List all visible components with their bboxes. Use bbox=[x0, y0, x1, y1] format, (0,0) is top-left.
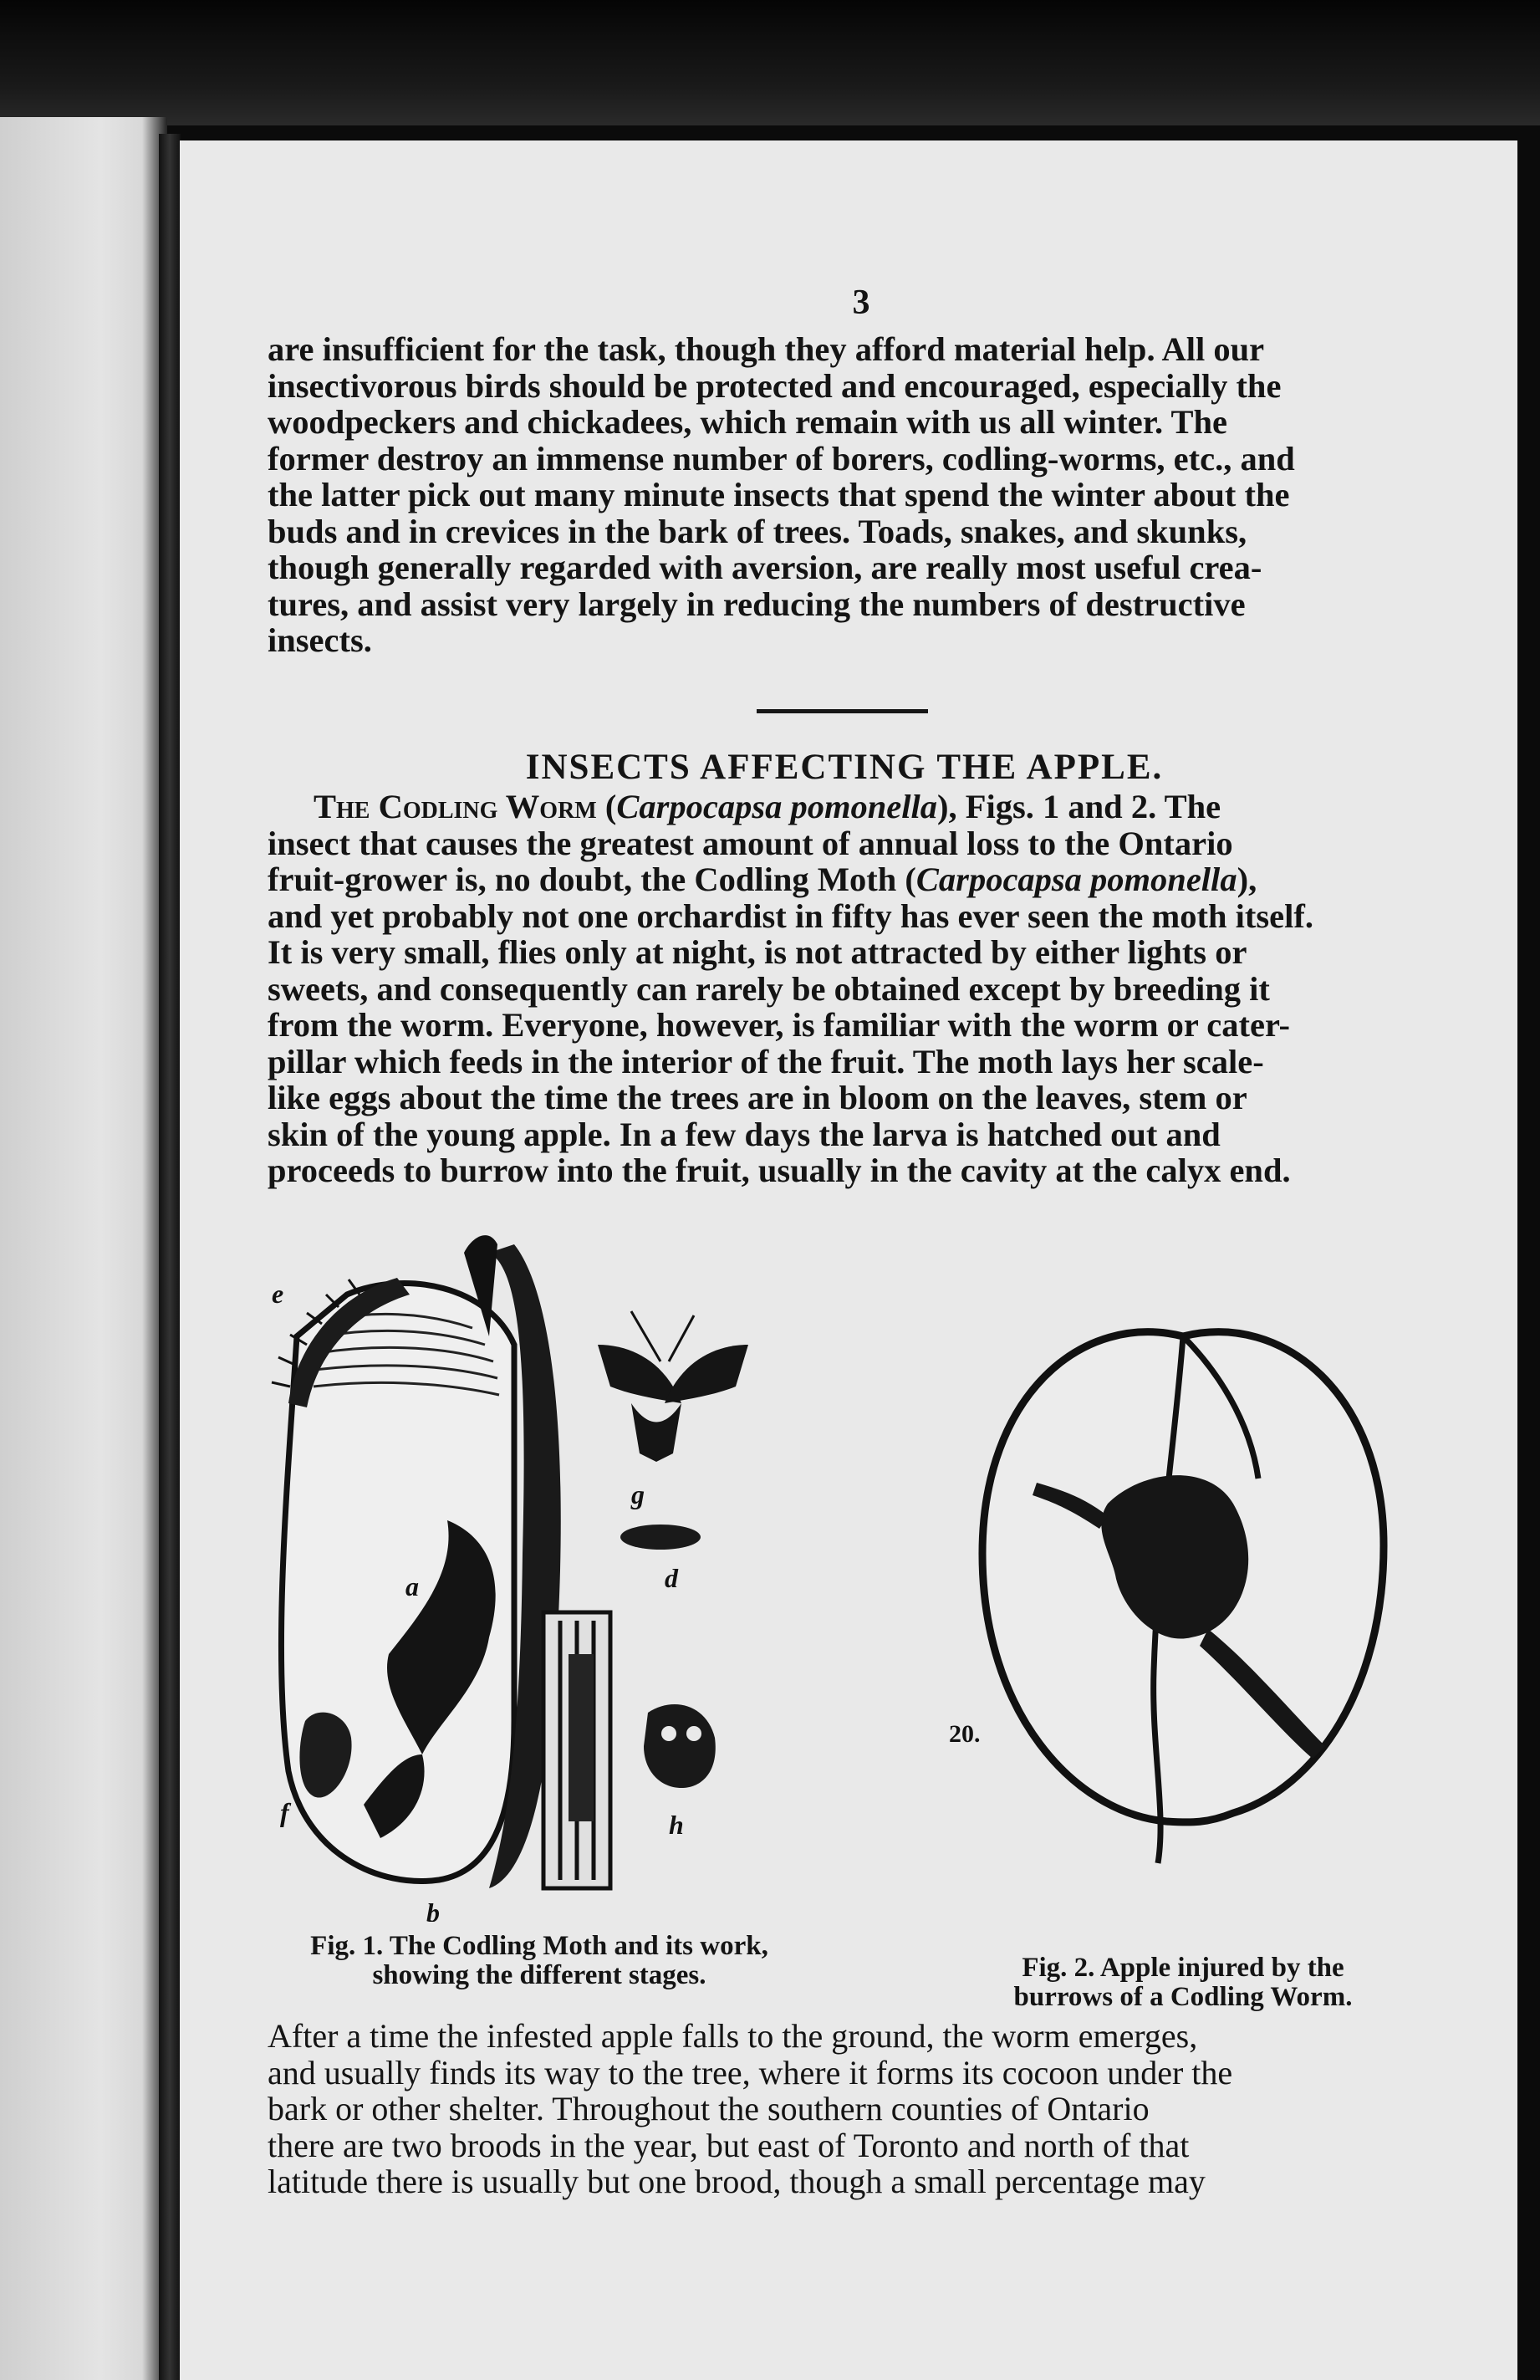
paragraph-codling-worm bbox=[268, 789, 1442, 1189]
page-number: 3 bbox=[852, 283, 870, 322]
text-line: The Codling Worm (Carpocapsa pomonella), Figs. 1 and 2. The bbox=[314, 788, 1221, 825]
caption-line: burrows of a Codling Worm. bbox=[1013, 1982, 1353, 2012]
paragraph-birds-and-predators bbox=[268, 331, 1442, 659]
book-spine bbox=[159, 134, 181, 2380]
text-line: tures, and assist very largely in reducing the numbers of destructive bbox=[268, 585, 1246, 623]
scan-top-border bbox=[0, 0, 1540, 125]
section-heading: INSECTS AFFECTING THE APPLE. bbox=[525, 748, 1164, 787]
text-line: are insufficient for the task, though they afford material help. All our bbox=[268, 330, 1265, 368]
text-line: from the worm. Everyone, however, is familiar with the worm or cater- bbox=[268, 1006, 1290, 1044]
text-line: buds and in crevices in the bark of trees. Toads, snakes, and skunks, bbox=[268, 512, 1247, 550]
text-line: insects. bbox=[268, 621, 372, 659]
text-line: like eggs about the time the trees are in bloom on the leaves, stem or bbox=[268, 1079, 1247, 1116]
text-run: ), bbox=[1237, 861, 1257, 898]
text-line: former destroy an immense number of borers, codling-worms, etc., and bbox=[268, 439, 1295, 478]
text-line: though generally regarded with aversion, are really most useful crea- bbox=[268, 549, 1262, 586]
text-line: sweets, and consequently can rarely be obtained except by breeding it bbox=[268, 969, 1270, 1008]
figure-reference: , Figs. 1 and 2. The bbox=[948, 788, 1221, 825]
caption-line: Fig. 1. The Codling Moth and its work, bbox=[310, 1931, 768, 1961]
text-line: there are two broods in the year, but east of Toronto and north of that bbox=[268, 2126, 1190, 2164]
text-line: It is very small, flies only at night, is not attracted by either lights or bbox=[268, 933, 1247, 971]
latin-name: Carpocapsa pomonella bbox=[616, 788, 938, 825]
fig1-label-f: f bbox=[280, 1797, 289, 1827]
fig1-label-a: a bbox=[405, 1571, 419, 1601]
figure-1-caption bbox=[238, 1932, 840, 1990]
caption-line: showing the different stages. bbox=[372, 1960, 706, 1990]
text-line: and yet probably not one orchardist in fifty has ever seen the moth itself. bbox=[268, 896, 1313, 935]
figure-1-codling-moth-illustration bbox=[238, 1219, 840, 1922]
text-line: latitude there is usually but one brood, though a small percentage may bbox=[268, 2163, 1206, 2200]
moth-pupa bbox=[620, 1525, 701, 1550]
fig1-label-h: h bbox=[669, 1810, 684, 1840]
entry-title: The Codling Worm bbox=[314, 788, 597, 825]
text-line: bark or other shelter. Throughout the southern counties of Ontario bbox=[268, 2090, 1150, 2127]
paragraph-broods bbox=[268, 2018, 1442, 2200]
caption-line: Fig. 2. Apple injured by the bbox=[1022, 1953, 1344, 1983]
latin-name: Carpocapsa pomonella bbox=[915, 861, 1237, 898]
text-line: skin of the young apple. In a few days the larva is hatched out and bbox=[268, 1115, 1221, 1153]
text-line: insect that causes the greatest amount of annual loss to the Ontario bbox=[268, 824, 1233, 862]
text-run: fruit-grower is, no doubt, the Codling Moth ( bbox=[268, 861, 916, 898]
adult-moth bbox=[598, 1311, 748, 1462]
fig2-label: 20. bbox=[949, 1720, 981, 1748]
text-line: insectivorous birds should be protected and encouraged, especially the bbox=[268, 366, 1282, 405]
larva-head bbox=[644, 1704, 716, 1788]
section-divider bbox=[757, 709, 928, 713]
figure-2-caption bbox=[932, 1954, 1434, 2012]
text-line: and usually finds its way to the tree, where it forms its cocoon under the bbox=[268, 2053, 1233, 2091]
fig1-label-d: d bbox=[665, 1563, 678, 1593]
text-line bbox=[268, 861, 1442, 898]
text-line: woodpeckers and chickadees, which remain with us all winter. The bbox=[268, 403, 1227, 441]
figure-2-apple-illustration bbox=[932, 1278, 1434, 1913]
text-line: pillar which feeds in the interior of the fruit. The moth lays her scale- bbox=[268, 1042, 1264, 1080]
text-line: proceeds to burrow into the fruit, usually in the cavity at the calyx end. bbox=[268, 1152, 1291, 1189]
book-page bbox=[180, 140, 1517, 2380]
fig1-label-b: b bbox=[426, 1897, 440, 1922]
facing-page-edge bbox=[0, 117, 167, 2380]
bark-with-cocoon bbox=[543, 1612, 610, 1888]
fig1-label-g: g bbox=[631, 1479, 645, 1509]
text-line: After a time the infested apple falls to the ground, the worm emerges, bbox=[268, 2017, 1198, 2055]
fig1-label-e: e bbox=[272, 1279, 284, 1309]
text-line: the latter pick out many minute insects that spend the winter about the bbox=[268, 476, 1290, 513]
